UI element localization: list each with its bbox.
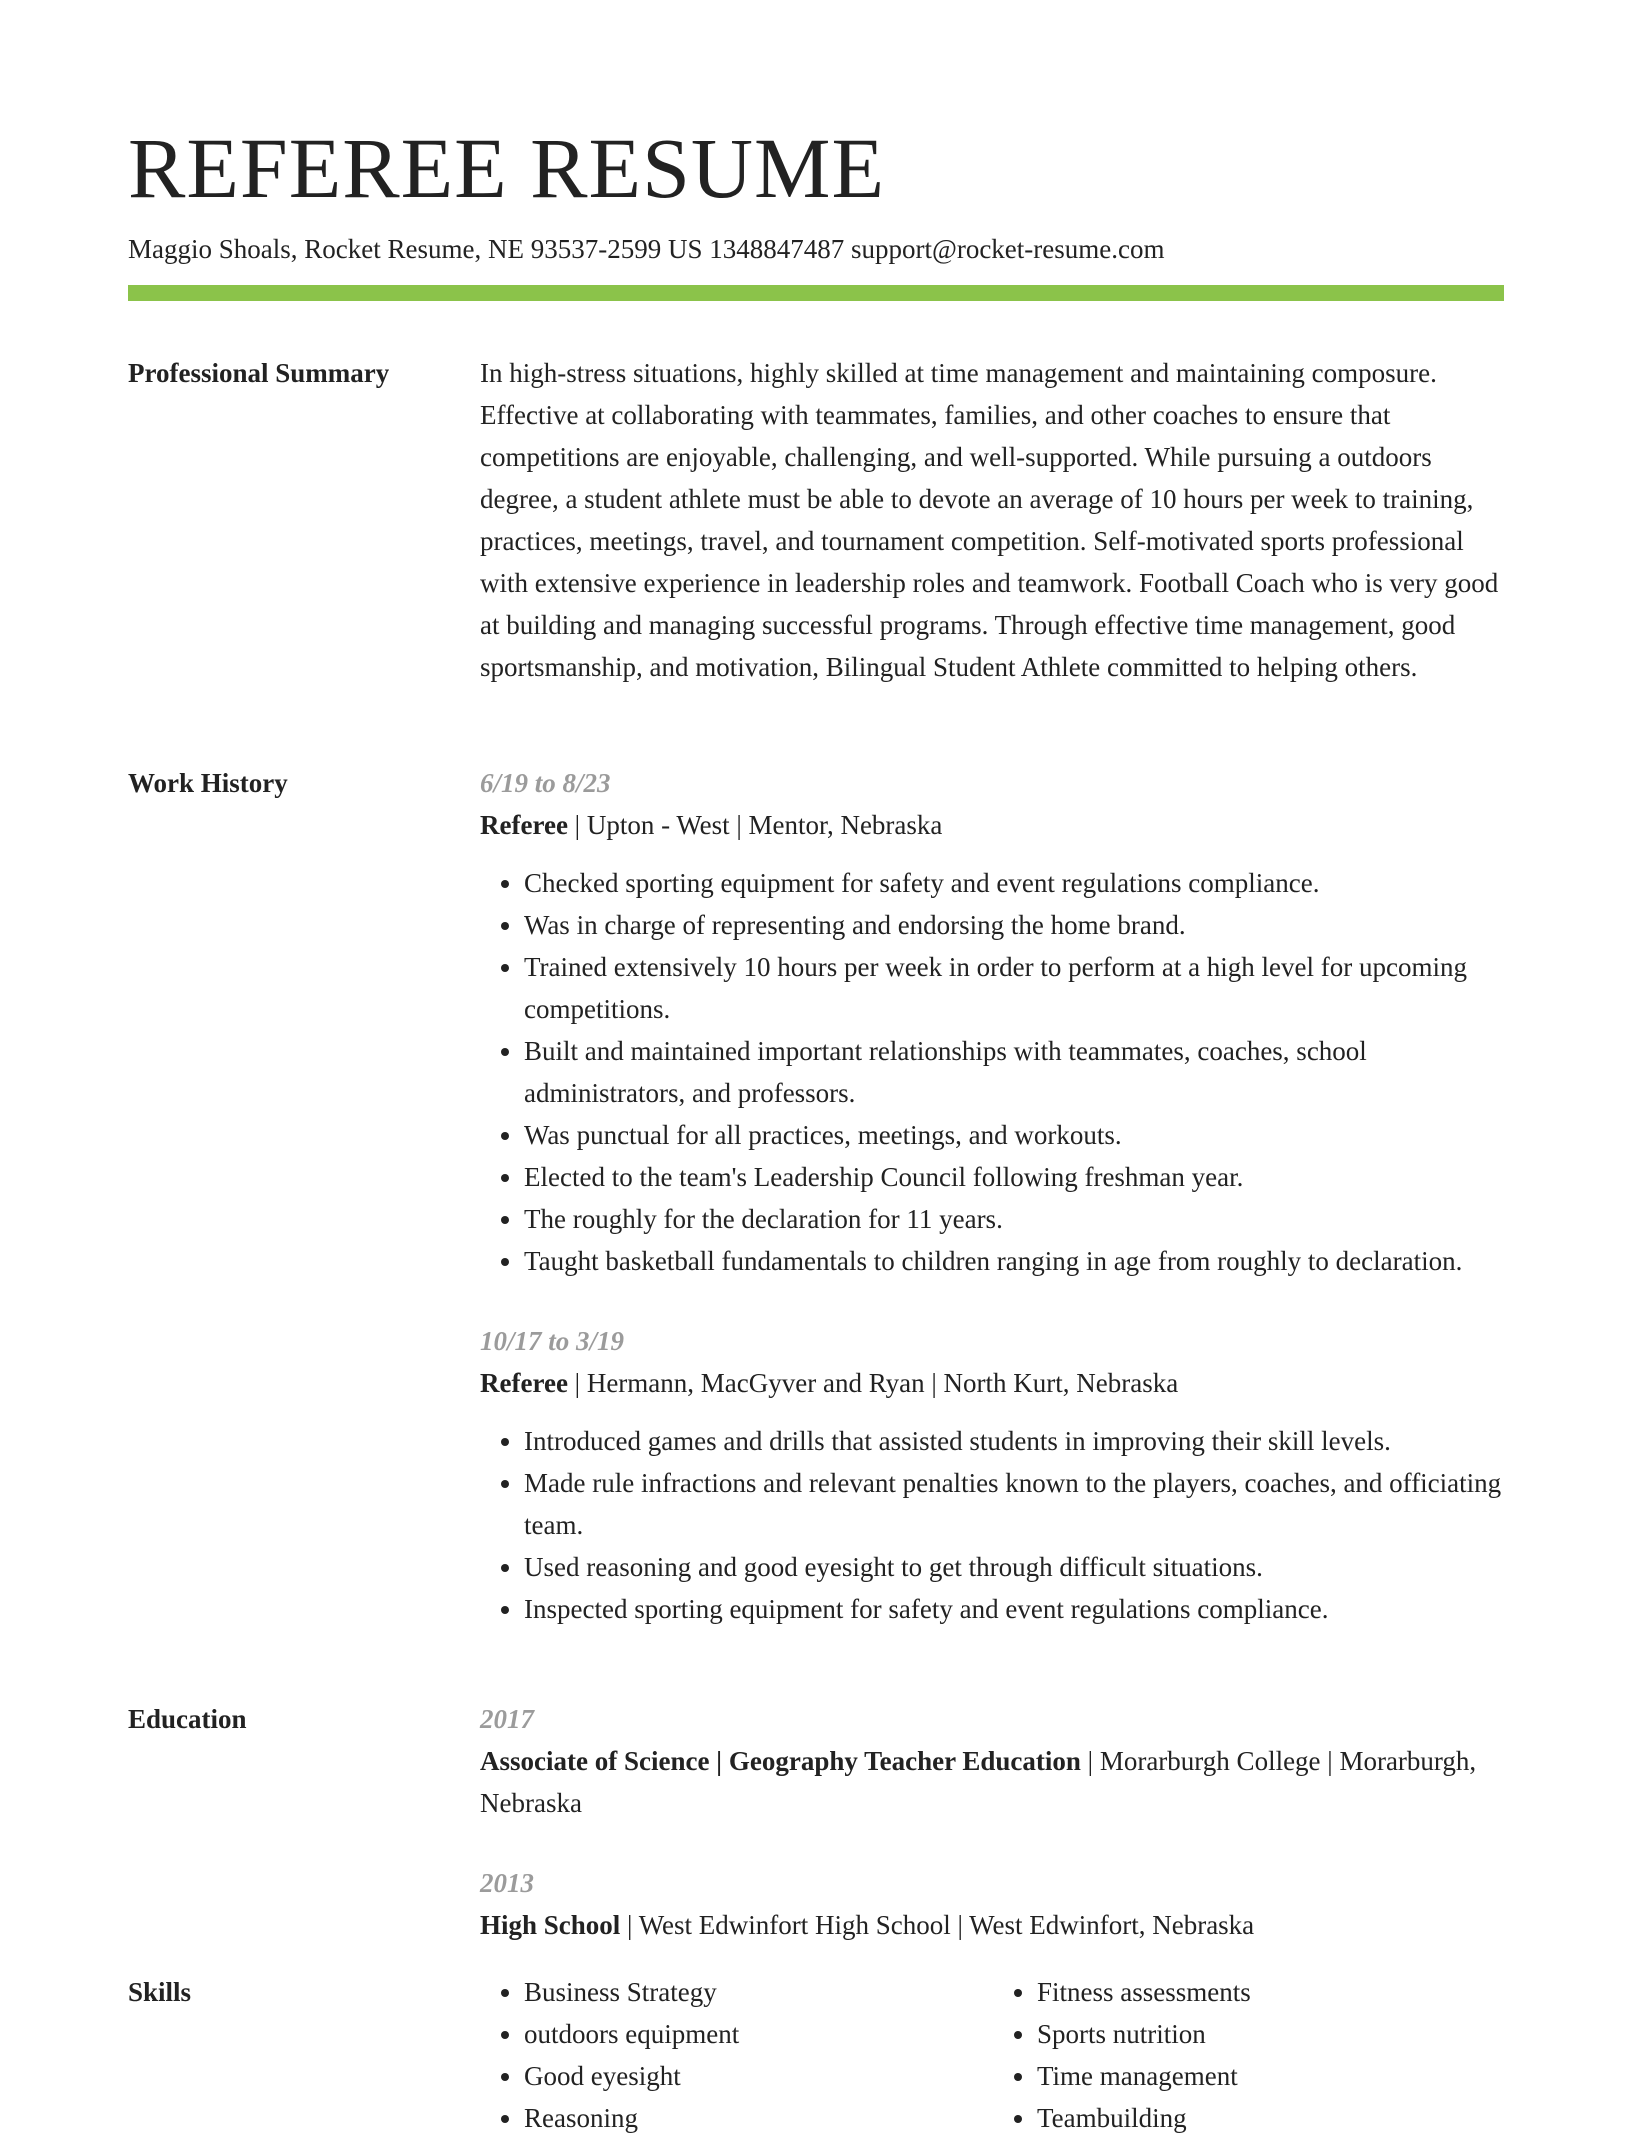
- list-item: • Was punctual for all practices, meetings, and workouts.: [524, 1114, 1506, 1156]
- job-details: | Upton - West | Mentor, Nebraska: [567, 810, 943, 840]
- skill-item: • Time management: [1037, 2055, 1506, 2097]
- education-degree: Associate of Science | Geography Teacher Education: [480, 1746, 1081, 1776]
- education-year: 2017: [480, 1704, 534, 1734]
- skills-list-left: [480, 1971, 993, 2139]
- skill-item: • Fitness assessments: [1037, 1971, 1506, 2013]
- skill-item: • outdoors equipment: [524, 2013, 993, 2055]
- education-entry: [480, 1698, 1506, 1824]
- education-details: | Morarburgh College | Morarburgh, Nebraska: [480, 1746, 1477, 1818]
- list-item: • The roughly for the declaration for 11 years.: [524, 1198, 1506, 1240]
- skill-item: • Good eyesight: [524, 2055, 993, 2097]
- list-item: • Used reasoning and good eyesight to get through difficult situations.: [524, 1546, 1506, 1588]
- skills-list-right: [993, 1971, 1506, 2139]
- job-details: | Hermann, MacGyver and Ryan | North Kurt, Nebraska: [567, 1368, 1179, 1398]
- list-item: • Taught basketball fundamentals to children ranging in age from roughly to declaration.: [524, 1240, 1506, 1282]
- education-line: [480, 1740, 1506, 1824]
- header-divider: [128, 285, 1504, 301]
- job-dates: 10/17 to 3/19: [480, 1326, 625, 1356]
- list-item: • Made rule infractions and relevant penalties known to the players, coaches, and officiating team.: [524, 1462, 1506, 1546]
- contact-line: Maggio Shoals, Rocket Resume, NE 93537-2599 US 1348847487 support@rocket-resume.com: [128, 234, 1165, 264]
- skills-label: Skills: [128, 1977, 192, 2007]
- skill-item: • Teambuilding: [1037, 2097, 1506, 2139]
- summary-label: Professional Summary: [128, 358, 390, 388]
- job-bullets: [480, 862, 1506, 1282]
- list-item: • Inspected sporting equipment for safety and event regulations compliance.: [524, 1588, 1506, 1630]
- education-label: Education: [128, 1704, 247, 1734]
- list-item: • Checked sporting equipment for safety and event regulations compliance.: [524, 862, 1506, 904]
- education-year: 2013: [480, 1868, 534, 1898]
- job-dates: 6/19 to 8/23: [480, 768, 611, 798]
- resume-title: REFEREE RESUME: [128, 120, 886, 216]
- skill-item: • Sports nutrition: [1037, 2013, 1506, 2055]
- education-entry: [480, 1862, 1506, 1946]
- list-item: • Trained extensively 10 hours per week in order to perform at a high level for upcoming competitions.: [524, 946, 1506, 1030]
- skill-item: • Reasoning: [524, 2097, 993, 2139]
- job-line: [480, 804, 1506, 846]
- list-item: • Introduced games and drills that assisted students in improving their skill levels.: [524, 1420, 1506, 1462]
- job-bullets: [480, 1420, 1506, 1630]
- work-history-label: Work History: [128, 768, 288, 798]
- education-degree: High School: [480, 1910, 621, 1940]
- list-item: • Elected to the team's Leadership Council following freshman year.: [524, 1156, 1506, 1198]
- education-line: [480, 1904, 1506, 1946]
- job-title: Referee: [480, 810, 568, 840]
- list-item: • Built and maintained important relationships with teammates, coaches, school administrators, and professors.: [524, 1030, 1506, 1114]
- education-details: | West Edwinfort High School | West Edwinfort, Nebraska: [620, 1910, 1255, 1940]
- skill-item: • Business Strategy: [524, 1971, 993, 2013]
- job-entry: [480, 762, 1506, 1282]
- list-item: • Was in charge of representing and endorsing the home brand.: [524, 904, 1506, 946]
- job-title: Referee: [480, 1368, 568, 1398]
- job-line: [480, 1362, 1506, 1404]
- summary-text: In high-stress situations, highly skilled at time management and maintaining composure. Effective at collaborating with teammates, families, and other coaches to ensure that competitions are enjoyable, challenging, and well-supported. While pursuing a outdoors degree, a student athlete must be able to devote an average of 10 hours per week to training, practices, meetings, travel, and tournament competition. Self-motivated sports professional with extensive experience in leadership roles and teamwork. Football Coach who is very good at building and managing successful programs. Through effective time management, good sportsmanship, and motivation, Bilingual Student Athlete committed to helping others.: [480, 358, 1499, 682]
- job-entry: [480, 1320, 1506, 1630]
